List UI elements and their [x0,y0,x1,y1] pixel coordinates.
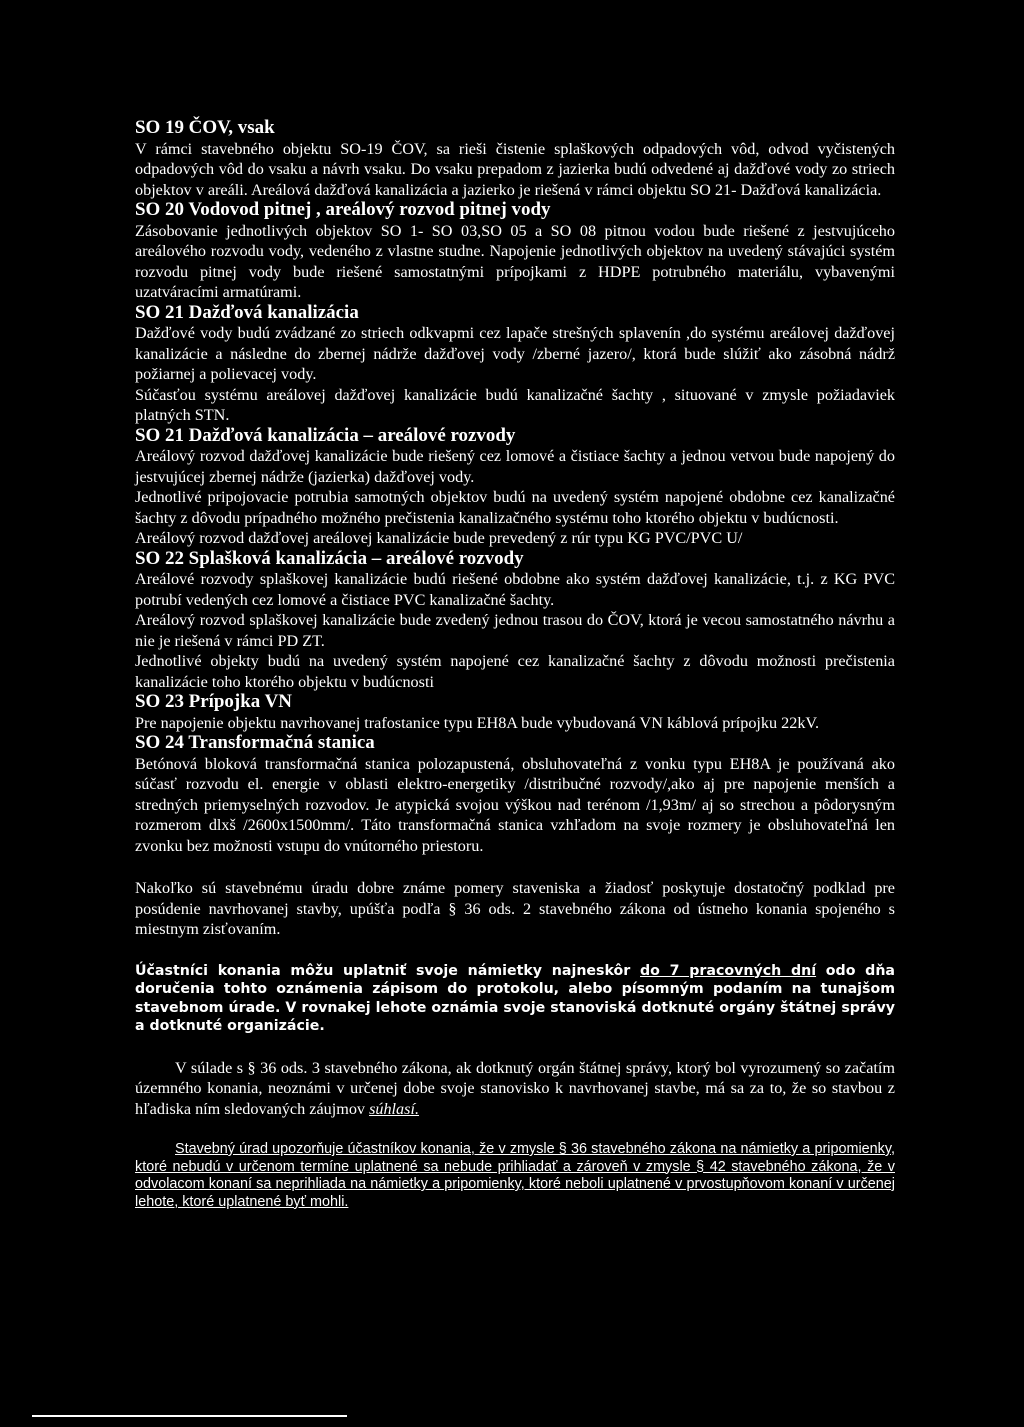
section-heading: SO 22 Splašková kanalizácia – areálové rozvody [135,547,524,569]
paragraph: Areálový rozvod dažďovej kanalizácie bude riešený cez lomové a čistiace šachty a jednou vetvou bude napojený do jestvujúcej zbernej nádrže (jazierka) dažďovej vody. [135,447,895,486]
final-warning: Stavebný úrad upozorňuje účastníkov konania, že v zmysle § 36 stavebného zákona na námietky a pripomienky, ktoré nebudú v určenom termíne uplatnené sa nebude prihliadať a zároveň v zmysle § 42 stavebného zákona, že v odvolacom konaní sa neprihliada na námietky a pripomienky, ktoré neboli uplatnené v prvostupňovom konaní v určenej lehote, ktoré uplatnené byť mohli. [135,1141,895,1210]
section-heading: SO 21 Dažďová kanalizácia [135,301,359,323]
notice-text-1: Účastníci konania môžu uplatniť svoje námietky najneskôr [135,962,641,979]
document-page [135,118,895,1211]
sulade-emphasis: súhlasí. [369,1099,419,1118]
sulade-text: V súlade s § 36 ods. 3 stavebného zákona, ak dotknutý orgán štátnej správy, ktorý bol vyrozumený so začatím územného konania, neoznámi v určenej dobe svoje stanovisko k navrhovanej stavbe, má sa za to, že so stavbou z hľadiska ním sledovaných záujmov [135,1058,895,1118]
section-so19 [135,118,895,200]
paragraph: Areálový rozvod dažďovej areálovej kanalizácie bude prevedený z rúr typu KG PVC/PVC U/ [135,529,743,547]
section-so21-rozvody [135,426,895,549]
section-heading: SO 21 Dažďová kanalizácia – areálové rozvody [135,424,516,446]
section-so23 [135,692,895,733]
paragraph: Dažďové vody budú zvádzané zo striech odkvapmi cez lapače strešných splavenín ,do systému areálovej dažďovej kanalizácie a následne do zbernej nádrže dažďovej vody /zberné jazero/, ktorá bude slúžiť ako zásobná nádrž požiarnej a polievacej vody. [135,324,895,383]
sulade-paragraph [135,1058,895,1120]
paragraph: Súčasťou systému areálovej dažďovej kanalizácie budú kanalizačné šachty , situované v zmysle požiadaviek platných STN. [135,385,895,424]
section-so20 [135,200,895,303]
section-so21 [135,303,895,426]
section-so24 [135,733,895,856]
notice-text-2: odo dňa doručenia tohto oznámenia zápisom do protokolu, alebo písomným podaním na tunajšom stavebnom úrade. V rovnakej lehote oznámia svoje stanoviská dotknuté orgány štátnej správy a dotknuté organizácie. [135,962,896,1034]
paragraph: Betónová bloková transformačná stanica polozapustená, obsluhovateľná z vonku typu EH8A je používaná ako súčasť rozvodu el. energie v oblasti elektro-energetiky /distribučné rozvody/,ako aj pre napojenie menších a stredných priemyselných rozvodov. Je atypická svojou výškou nad terénom /1,93m/ aj so strechou a pôdorysným rozmerom dlxš /2600x1500mm/. Táto transformačná stanica vzhľadom na svoje rozmery je obsluhovateľná len zvonku bez možnosti vstupu do vnútorného priestoru. [135,754,895,855]
paragraph: V rámci stavebného objektu SO-19 ČOV, sa rieši čistenie splaškových odpadových vôd, odvod vyčistených odpadových vôd do vsaku a návrh vsaku. Do vsaku prepadom z jazierka budú odvedené aj dažďové vody zo striech objektov v areáli. Areálová dažďová kanalizácia a jazierko je riešená v rámci objektu SO 21- Dažďová kanalizácia. [135,139,895,199]
footer-divider [32,1415,347,1417]
objection-notice [135,962,895,1036]
paragraph: Areálový rozvod splaškovej kanalizácie bude zvedený jednou trasou do ČOV, ktorá je vecou samostatného návrhu a nie je riešená v rámci PD ZT. [135,611,895,650]
section-heading: SO 24 Transformačná stanica [135,732,375,753]
paragraph: Pre napojenie objektu navrhovanej trafostanice typu EH8A bude vybudovaná VN káblová prípojku 22kV. [135,713,820,732]
nakolko-paragraph: Nakoľko sú stavebnému úradu dobre známe pomery staveniska a žiadosť poskytuje dostatočný podklad pre posúdenie navrhovanej stavby, upúšťa podľa § 36 ods. 2 stavebného zákona od ústneho konania spojeného s miestnym zisťovaním. [135,879,895,938]
paragraph: Jednotlivé pripojovacie potrubia samotných objektov budú na uvedený systém napojené obdobne cez kanalizačné šachty z dôvodu prípadného možného prečistenia kanalizačného systému toho ktorého objektu v budúcnosti. [135,488,895,527]
section-heading: SO 20 Vodovod pitnej , areálový rozvod pitnej vody [135,199,551,220]
section-heading: SO 19 ČOV, vsak [135,117,275,138]
section-so22 [135,549,895,693]
paragraph: Zásobovanie jednotlivých objektov SO 1- SO 03,SO 05 a SO 08 pitnou vodou bude riešené z jestvujúceho areálového rozvodu vody, vedeného z vlastne studne. Napojenie jednotlivých objektov na uvedený stávajúci systém rozvodu pitnej vody bude riešené samostatnými prípojkami z HDPE potrubného materiálu, vybavenými uzatváracími armatúrami. [135,221,895,301]
section-heading: SO 23 Prípojka VN [135,691,292,712]
paragraph: Areálové rozvody splaškovej kanalizácie budú riešené obdobne ako systém dažďovej kanalizácie, t.j. z KG PVC potrubí vedených cez lomové a čistiace PVC kanalizačné šachty. [135,570,895,609]
deadline-text: do 7 pracovných dní [640,962,817,979]
paragraph: Jednotlivé objekty budú na uvedený systém napojené cez kanalizačné šachty z dôvodu možnosti prečistenia kanalizácie toho ktorého objektu v budúcnosti [135,652,895,691]
